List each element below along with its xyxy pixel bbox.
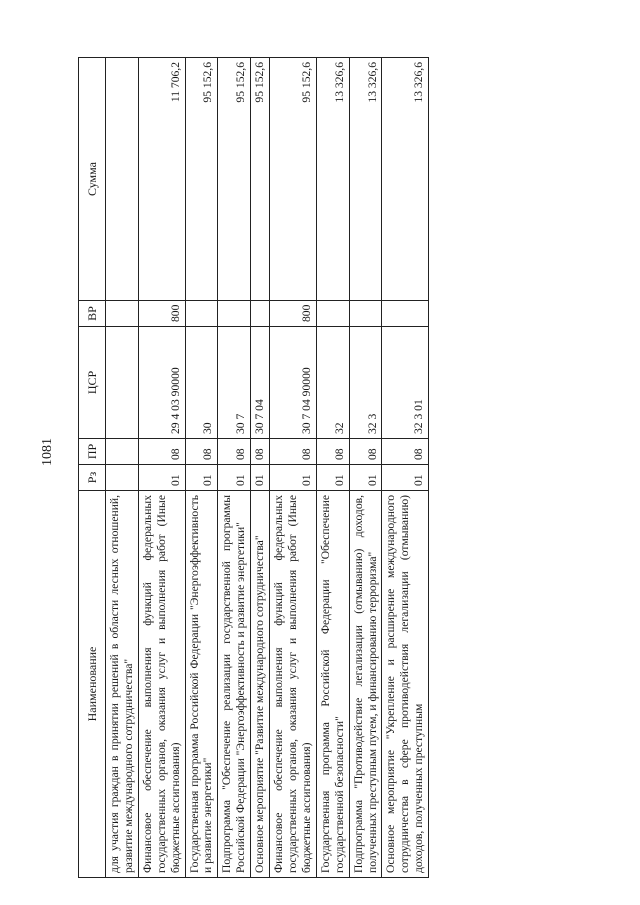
row-name: для участия граждан в принятии решений в области лесных отношений, развитие международного сотрудничества"	[106, 491, 139, 878]
row-rz: 01	[218, 465, 251, 491]
row-sum: 95 152,6	[270, 58, 317, 301]
header-vr: ВР	[79, 301, 106, 327]
row-name: Основное мероприятие "Укрепление и расширение международного сотрудничества в сфере противодействия легализации (отмыванию) доходов, полученных преступным	[382, 491, 429, 878]
row-pr: 08	[218, 439, 251, 465]
row-pr	[106, 439, 139, 465]
row-name: Подпрограмма "Обеспечение реализации государственной программы Российской Федерации "Энергоэффективность и развитие энергетики"	[218, 491, 251, 878]
row-csr: 30	[185, 327, 218, 439]
table-body	[106, 58, 429, 878]
row-csr	[106, 327, 139, 439]
row-sum: 13 326,6	[349, 58, 382, 301]
row-name: Подпрограмма "Противодействие легализации (отмыванию) доходов, полученных преступным путем, и финансированию терроризма"	[349, 491, 382, 878]
row-vr	[218, 301, 251, 327]
header-row	[79, 58, 106, 878]
row-sum: 13 326,6	[382, 58, 429, 301]
header-sum: Сумма	[79, 58, 106, 301]
table-row	[349, 58, 382, 878]
row-name: Финансовое обеспечение выполнения функций федеральных государственных органов, оказания услуг и выполнения работ (Иные бюджетные ассигнования)	[138, 491, 185, 878]
row-sum: 95 152,6	[185, 58, 218, 301]
table-row	[218, 58, 251, 878]
row-pr: 08	[138, 439, 185, 465]
row-vr	[185, 301, 218, 327]
row-sum: 13 326,6	[316, 58, 349, 301]
row-rz: 01	[270, 465, 317, 491]
header-csr: ЦСР	[79, 327, 106, 439]
row-vr	[349, 301, 382, 327]
table-row	[316, 58, 349, 878]
row-rz	[106, 465, 139, 491]
row-pr: 08	[316, 439, 349, 465]
header-name: Наименование	[79, 491, 106, 878]
row-rz: 01	[349, 465, 382, 491]
row-rz: 01	[251, 465, 270, 491]
table-row	[382, 58, 429, 878]
row-vr	[382, 301, 429, 327]
row-pr: 08	[185, 439, 218, 465]
row-rz: 01	[382, 465, 429, 491]
row-csr: 32	[316, 327, 349, 439]
table-row	[138, 58, 185, 878]
table-row	[251, 58, 270, 878]
budget-table	[78, 57, 429, 878]
row-sum: 95 152,6	[251, 58, 270, 301]
row-vr	[106, 301, 139, 327]
table-row	[270, 58, 317, 878]
row-sum	[106, 58, 139, 301]
row-csr: 32 3	[349, 327, 382, 439]
table-row	[185, 58, 218, 878]
row-sum: 11 706,2	[138, 58, 185, 301]
row-pr: 08	[349, 439, 382, 465]
row-name: Государственная программа Российской Федерации "Обеспечение государственной безопасности"	[316, 491, 349, 878]
row-rz: 01	[138, 465, 185, 491]
row-vr	[316, 301, 349, 327]
row-csr: 30 7 04	[251, 327, 270, 439]
row-vr	[251, 301, 270, 327]
row-name: Финансовое обеспечение выполнения функций федеральных государственных органов, оказания услуг и выполнения работ (Иные бюджетные ассигнования)	[270, 491, 317, 878]
row-csr: 30 7 04 90000	[270, 327, 317, 439]
row-vr: 800	[270, 301, 317, 327]
row-pr: 08	[251, 439, 270, 465]
row-csr: 32 3 01	[382, 327, 429, 439]
budget-table-frame	[78, 58, 618, 878]
row-name: Государственная программа Российской Федерации "Энергоэффективность и развитие энергетики"	[185, 491, 218, 878]
row-rz: 01	[316, 465, 349, 491]
header-rz: Рз	[79, 465, 106, 491]
row-vr: 800	[138, 301, 185, 327]
row-name: Основное мероприятие "Развитие международного сотрудничества"	[251, 491, 270, 878]
page-number: 1081	[40, 438, 55, 466]
table-row	[106, 58, 139, 878]
row-csr: 29 4 03 90000	[138, 327, 185, 439]
row-pr: 08	[270, 439, 317, 465]
row-csr: 30 7	[218, 327, 251, 439]
header-pr: ПР	[79, 439, 106, 465]
row-rz: 01	[185, 465, 218, 491]
row-sum: 95 152,6	[218, 58, 251, 301]
row-pr: 08	[382, 439, 429, 465]
